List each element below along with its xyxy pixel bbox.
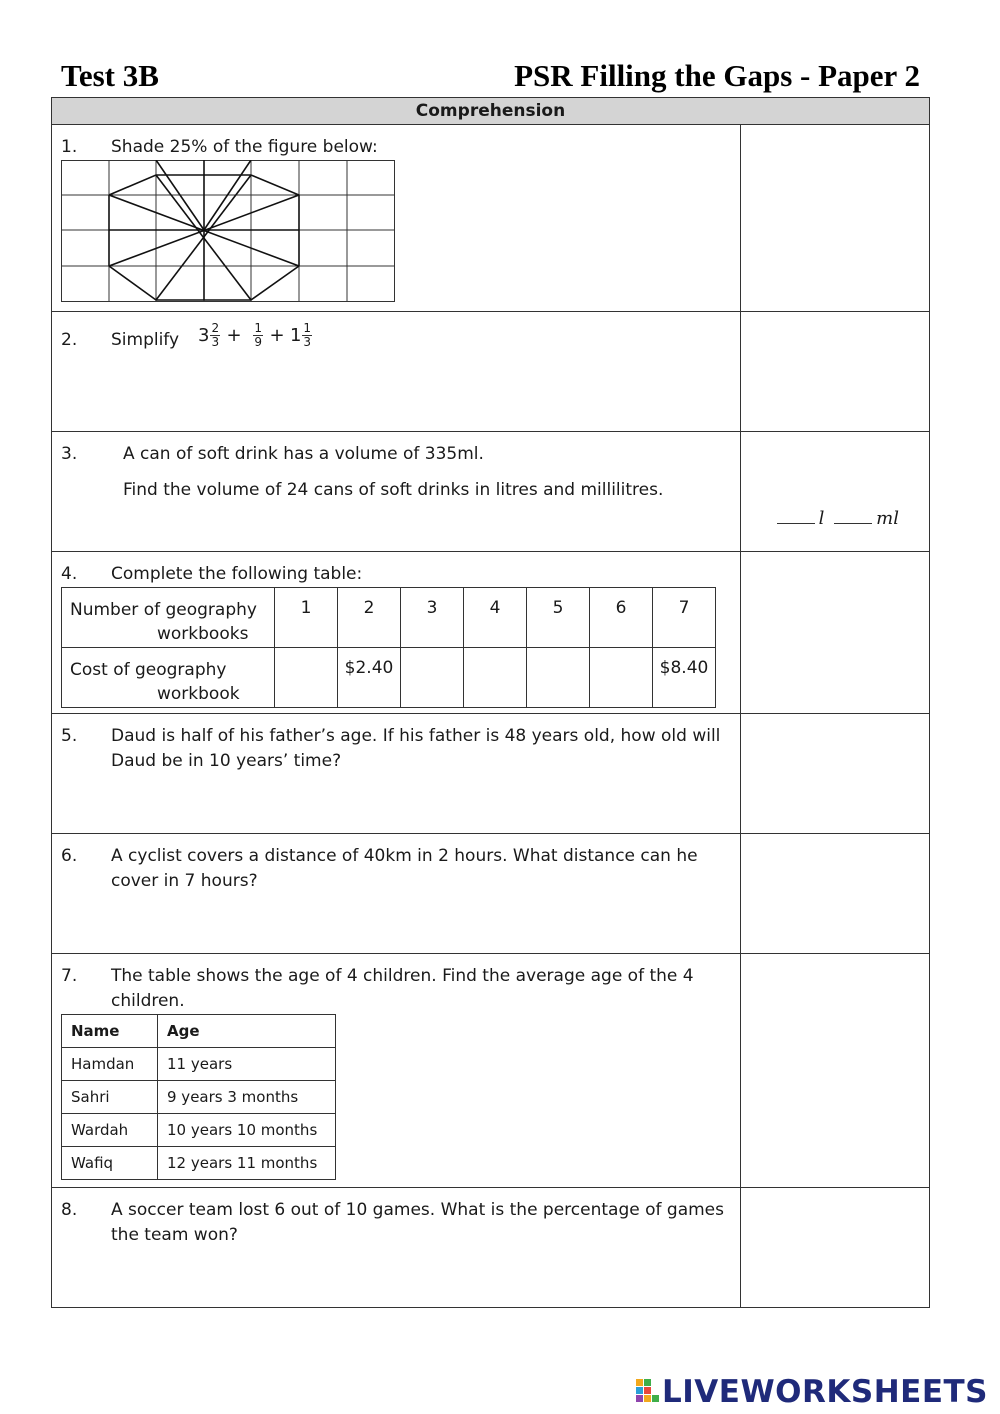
liveworksheets-logo: [636, 1374, 988, 1410]
question-1: [52, 125, 929, 312]
question-6: [52, 834, 929, 954]
column-header-name: Name: [62, 1015, 158, 1048]
fraction: $\frac{1}{3}$: [303, 321, 312, 349]
table-row: [62, 648, 716, 708]
answer-box-5[interactable]: [741, 714, 929, 833]
question-text: A soccer team lost 6 out of 10 games. What is the percentage of games the team won?: [111, 1200, 724, 1245]
table-cell: 2: [338, 588, 401, 648]
table-cell: 6: [590, 588, 653, 648]
answer-box-8[interactable]: [741, 1188, 929, 1307]
brand-name: LIVEWORKSHEETS: [662, 1374, 988, 1410]
question-text: Simplify: [111, 330, 180, 350]
fraction: $\frac{2}{3}$: [211, 321, 220, 349]
child-name: Sahri: [62, 1081, 158, 1114]
plus-sign: +: [226, 325, 242, 346]
question-text: Shade 25% of the figure below:: [111, 137, 378, 157]
unit-ml: ml: [876, 508, 899, 529]
hexagon: [109, 160, 299, 300]
table-row: [62, 588, 716, 648]
table-cell-input[interactable]: [590, 648, 653, 708]
table-cell-input[interactable]: [275, 648, 338, 708]
table-cell: $2.40: [338, 648, 401, 708]
row-label: Number of geography workbooks: [62, 588, 275, 648]
answer-box-6[interactable]: [741, 834, 929, 953]
question-8: [52, 1188, 929, 1307]
question-cell: [52, 1188, 741, 1307]
answer-box-4[interactable]: [741, 552, 929, 713]
table-row: [62, 1048, 336, 1081]
column-header-age: Age: [158, 1015, 336, 1048]
child-name: Wardah: [62, 1114, 158, 1147]
question-number: 5.: [61, 726, 78, 746]
fraction: $\frac{1}{9}$: [254, 321, 263, 349]
question-text: Complete the following table:: [111, 564, 363, 584]
litres-blank[interactable]: [777, 523, 815, 524]
question-text: The table shows the age of 4 children. Find the average age of the 4 children.: [111, 966, 694, 1011]
answer-box-2[interactable]: [741, 312, 929, 431]
answer-box-1[interactable]: [741, 125, 929, 311]
table-header-row: [62, 1015, 336, 1048]
question-2: [52, 312, 929, 432]
mixed-whole: 1: [289, 325, 302, 346]
answer-box-3[interactable]: [741, 432, 929, 551]
question-number: 2.: [61, 330, 78, 350]
child-age: 12 years 11 months: [158, 1147, 336, 1180]
table-row: [62, 1147, 336, 1180]
table-row: [62, 1114, 336, 1147]
child-age: 9 years 3 months: [158, 1081, 336, 1114]
question-text: Daud is half of his father’s age. If his father is 48 years old, how old will Daud be in 10 years’ time?: [111, 726, 721, 771]
grid-border: [62, 161, 395, 302]
question-7: [52, 954, 929, 1188]
question-text: A cyclist covers a distance of 40km in 2 hours. What distance can he cover in 7 hours?: [111, 846, 698, 891]
question-5: [52, 714, 929, 834]
question-number: 1.: [61, 137, 78, 157]
unit-l: l: [818, 508, 825, 529]
hexagon-grid-figure[interactable]: [61, 160, 396, 303]
question-4: [52, 552, 929, 714]
question-number: 6.: [61, 846, 78, 866]
question-text-line-1: A can of soft drink has a volume of 335ml.: [123, 444, 484, 464]
mixed-whole: 3: [198, 325, 210, 346]
row-label: Cost of geography workbook: [62, 648, 275, 708]
table-cell: 5: [527, 588, 590, 648]
child-age: 10 years 10 months: [158, 1114, 336, 1147]
worksheet: [51, 97, 930, 1308]
table-cell: 3: [401, 588, 464, 648]
litres-millilitres-answer[interactable]: [773, 508, 899, 529]
millilitres-blank[interactable]: [834, 523, 872, 524]
table-row: [62, 1081, 336, 1114]
table-cell: $8.40: [653, 648, 716, 708]
math-expression: [198, 322, 313, 349]
table-cell-input[interactable]: [401, 648, 464, 708]
question-text-line-2: Find the volume of 24 cans of soft drinks in litres and millilitres.: [123, 480, 664, 500]
table-cell: 7: [653, 588, 716, 648]
question-cell: [52, 552, 741, 713]
question-cell: [52, 954, 741, 1187]
child-name: Hamdan: [62, 1048, 158, 1081]
child-name: Wafiq: [62, 1147, 158, 1180]
table-cell-input[interactable]: [527, 648, 590, 708]
test-title: Test 3B: [61, 58, 159, 93]
logo-blocks-icon: [636, 1379, 660, 1403]
question-cell: [52, 125, 741, 311]
paper-title: PSR Filling the Gaps - Paper 2: [514, 58, 920, 93]
answer-box-7[interactable]: [741, 954, 929, 1187]
question-number: 7.: [61, 966, 78, 986]
section-heading: Comprehension: [52, 98, 929, 125]
question-cell: [52, 432, 741, 551]
question-number: 8.: [61, 1200, 78, 1220]
plus-sign: +: [269, 325, 285, 346]
question-cell: [52, 834, 741, 953]
table-cell-input[interactable]: [464, 648, 527, 708]
question-cell: [52, 312, 741, 431]
children-age-table: [61, 1014, 336, 1180]
workbook-cost-table: [61, 587, 716, 708]
question-number: 3.: [61, 444, 78, 464]
question-cell: [52, 714, 741, 833]
question-number: 4.: [61, 564, 78, 584]
table-cell: 4: [464, 588, 527, 648]
question-3: [52, 432, 929, 552]
table-cell: 1: [275, 588, 338, 648]
child-age: 11 years: [158, 1048, 336, 1081]
